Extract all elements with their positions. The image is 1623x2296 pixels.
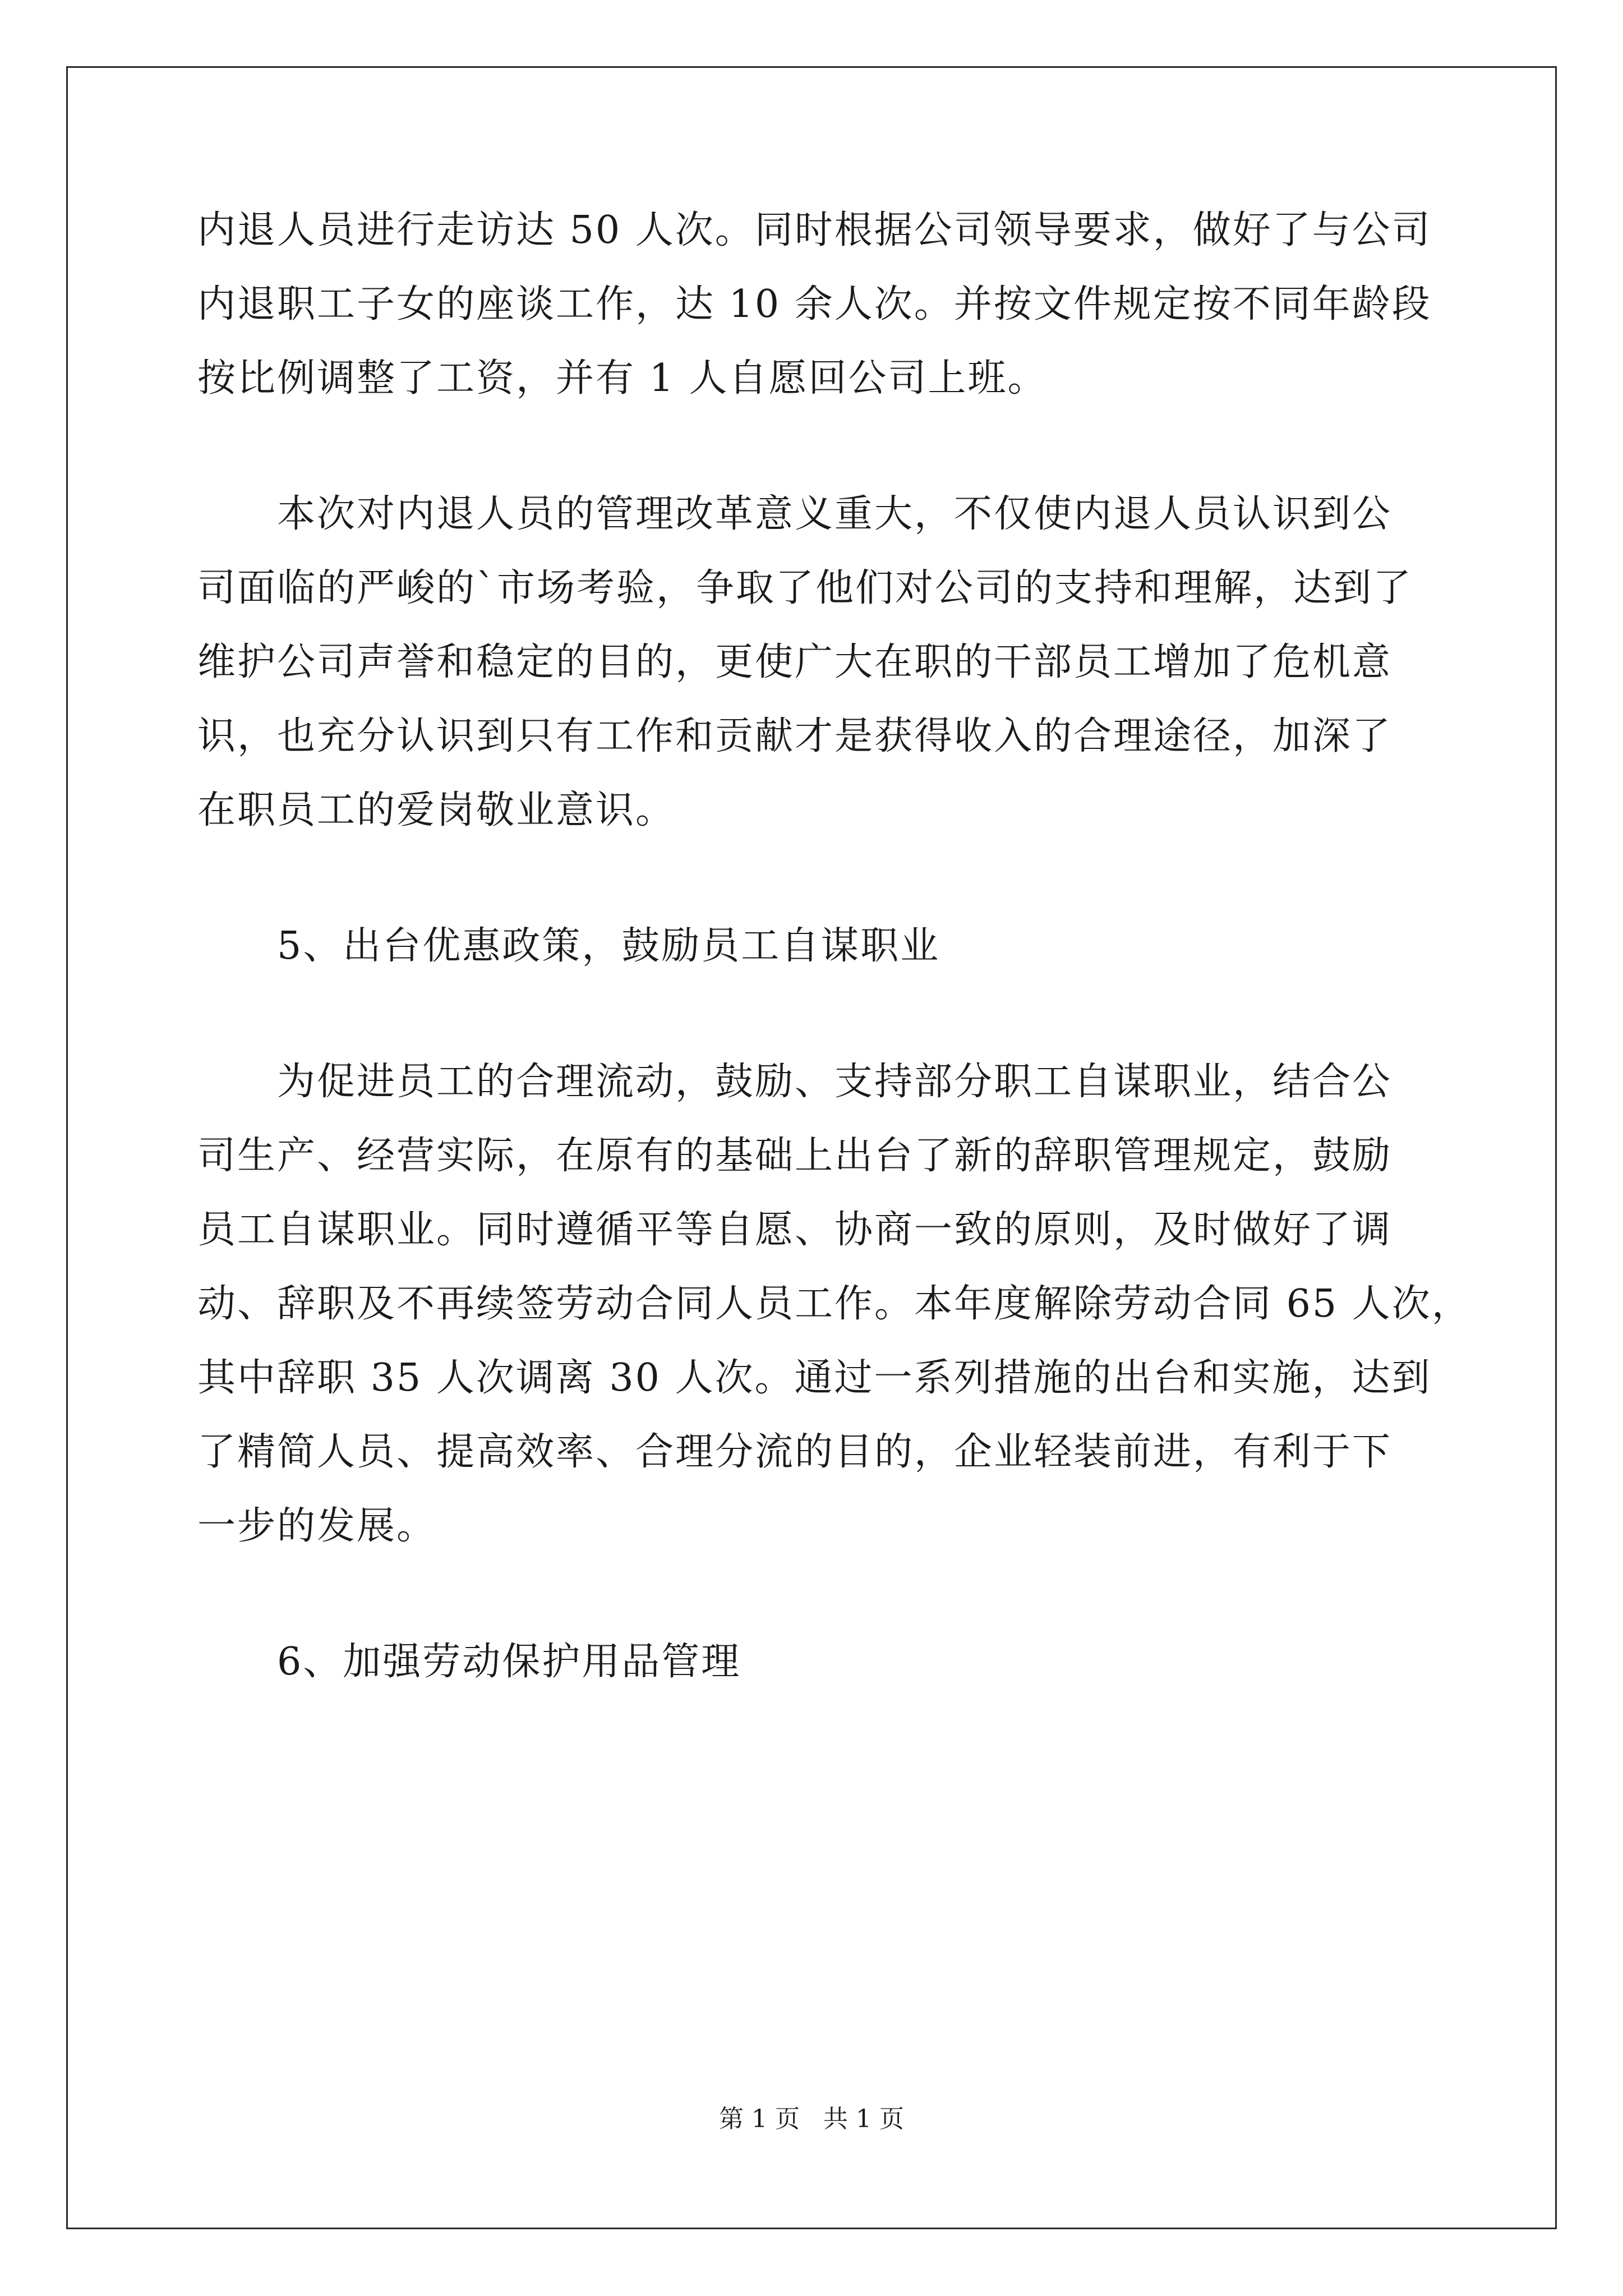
heading-text: 6、加强劳动保护用品管理 bbox=[277, 1640, 741, 1684]
text-line: 内退人员进行走访达 50 人次。同时根据公司领导要求，做好了与公司 bbox=[197, 208, 1432, 252]
text-line: 按比例调整了工资，并有 1 人自愿回公司上班。 bbox=[197, 356, 1048, 401]
paragraph-self-employment bbox=[197, 1045, 1472, 1563]
text-line: 维护公司声誉和稳定的目的，更使广大在职的干部员工增加了危机意 bbox=[197, 640, 1393, 684]
text-line: 在职员工的爱岗敬业意识。 bbox=[197, 788, 676, 832]
paragraph-reform-significance bbox=[197, 477, 1454, 848]
text-line: 了精简人员、提高效率、合理分流的目的，企业轻装前进，有利于下 bbox=[197, 1430, 1393, 1474]
paragraph-intro bbox=[197, 194, 1454, 416]
text-line: 动、辞职及不再续签劳动合同人员工作。本年度解除劳动合同 65 人次， bbox=[197, 1282, 1472, 1326]
page-number-footer: 第 1 页 共 1 页 bbox=[719, 2105, 904, 2133]
text-line: 司面临的严峻的`市场考验，争取了他们对公司的支持和理解，达到了 bbox=[197, 566, 1413, 610]
text-line: 识，也充分认识到只有工作和贡献才是获得收入的合理途径，加深了 bbox=[197, 714, 1393, 758]
text-line: 内退职工子女的座谈工作，达 10 余人次。并按文件规定按不同年龄段 bbox=[197, 282, 1432, 326]
section-heading-6 bbox=[197, 1625, 1454, 1699]
heading-text: 5、出台优惠政策，鼓励员工自谋职业 bbox=[277, 924, 940, 968]
text-line: 员工自谋职业。同时遵循平等自愿、协商一致的原则，及时做好了调 bbox=[197, 1208, 1393, 1252]
text-line: 一步的发展。 bbox=[197, 1504, 437, 1548]
text-line: 司生产、经营实际，在原有的基础上出台了新的辞职管理规定，鼓励 bbox=[197, 1134, 1393, 1178]
text-line: 本次对内退人员的管理改革意义重大，不仅使内退人员认识到公 bbox=[277, 492, 1393, 536]
document-body bbox=[197, 194, 1472, 1699]
text-line: 为促进员工的合理流动，鼓励、支持部分职工自谋职业，结合公 bbox=[277, 1060, 1393, 1104]
section-heading-5 bbox=[197, 909, 1454, 983]
text-line: 其中辞职 35 人次调离 30 人次。通过一系列措施的出台和实施，达到 bbox=[197, 1356, 1432, 1400]
